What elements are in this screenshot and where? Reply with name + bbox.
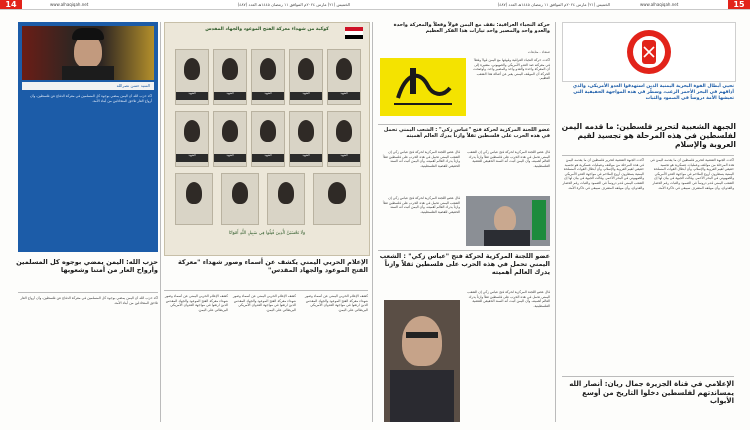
poster-footer: وَلَا تَحْسَبَنَّ الَّذِينَ قُتِلُوا فِي سَبِيلِ اللَّهِ أَمْوَاتًا — [228, 231, 306, 236]
photo-caption: السيد حسن نصرالله — [22, 82, 154, 90]
divider — [378, 250, 550, 251]
iraq-body: أكدت حركة النجباء العراقية وقوفها مع اليمن قولاً وفعلاً في معركته ضد العدو الأمريكي والصهيوني، مشيرة إلى أن المعركة واحدة والعدو واحد والمصير واحد. وأوضحت الحركة أن الموقف اليمني يعبر عن أصالة هذا الشعب العظيم. — [473, 58, 550, 81]
fatah-top-body-3: قال عضو اللجنة المركزية لحركة فتح عباس زكي إن الشعب اليمني تحمل في هذه الحرب على فلسطين ثقلاً وازناً يدرك العالم أهميته، وأن اليمن أثبت أنه السند الحقيقي للقضية الفلسطينية. — [383, 196, 460, 214]
fatah-main-body: قال عضو اللجنة المركزية لحركة فتح عباس زكي إن الشعب اليمني تحمل في هذه الحرب على فلسطين ثقلاً وازناً يدرك العالم أهميته، وأن اليمن أثبت أنه السند الحقيقي للقضية الفلسطينية. — [467, 290, 550, 308]
martyrs-headline: الإعلام الحربي اليمني يكشف عن أسماء وصور شهداء "معركة الفتح الموعود والجهاد المقدس" — [178, 258, 368, 274]
page-number-left: 14 — [0, 0, 22, 9]
hezbollah-box-body: أكد حزب الله أن اليمن يمضي بوجوه كل المسلمين في معركة الدفاع عن فلسطين، وأن أرواح العار تلاحق المتخاذلين من أبناء الأمة. — [30, 94, 152, 103]
martyrs-poster — [164, 22, 370, 256]
hezbollah-headline: حزب الله: اليمن يمضي بوجوه كل المسلمين وأرواح العار من أمتنا وشعوبها — [16, 258, 158, 274]
martyr-name: الشهيد — [214, 154, 246, 162]
column-divider — [555, 22, 556, 422]
poster-title: كوكبة من شهداء معركة الفتح الموعود والجهاد المقدس — [205, 27, 329, 32]
divider — [18, 292, 158, 293]
zaki-photo-small — [466, 196, 550, 246]
pflp-body-col-2: أكدت الجبهة الشعبية لتحرير فلسطين أن ما يقدمه اليمن في هذه المرحلة من مواقف وعمليات عسكرية هو تجسيد حقيقي لقيم العروبة والإسلام، وأن أبطال القوات المسلحة اليمنية يسطرون أروع الملاحم في مواجهة العدو الأمريكي والصهيوني في البحر الأحمر. وقالت الجبهة في بيان لها إن الشعب اليمني قدم دروساً في الصمود والثبات رغم الحصار والعدوان، وأن موقفه المشرف سيبقى في ذاكرة الأمة. — [650, 158, 734, 190]
nujaba-emblem-icon — [380, 58, 466, 116]
column-divider — [160, 22, 161, 422]
martyr-name: الشهيد — [252, 154, 284, 162]
jazeera-headline: الإعلامي في قناة الجزيرة جمال ريان: أنصار الله يمساندتهم لفلسطين دخلوا التاريخ من أوسع الأبواب — [569, 380, 734, 406]
martyr-name: الشهيد — [290, 154, 322, 162]
pflp-logo-icon — [563, 23, 735, 81]
page-header-bar — [0, 0, 750, 10]
pflp-headline: الجبهة الشعبية لتحرير فلسطين: ما قدمه اليمن لفلسطين في هذه المرحلة هو تجسيد لقيم العروبة والإسلام — [561, 122, 736, 149]
martyr-name: الشهيد — [176, 154, 208, 162]
martyrs-body-col-3: كشف الإعلام الحربي اليمني عن أسماء وصور شهداء معركة الفتح الموعود والجهاد المقدس الذين ارتقوا في مواجهة العدوان الأمريكي البريطاني على اليمن. — [164, 294, 228, 312]
martyr-name: الشهيد — [214, 92, 246, 100]
fatah-top-body-2: قال عضو اللجنة المركزية لحركة فتح عباس زكي إن الشعب اليمني تحمل في هذه الحرب على فلسطين ثقلاً وازناً يدرك العالم أهميته، وأن اليمن أثبت أنه السند الحقيقي للقضية الفلسطينية. — [467, 150, 550, 168]
pflp-body-col-1: أكدت الجبهة الشعبية لتحرير فلسطين أن ما يقدمه اليمن في هذه المرحلة من مواقف وعمليات عسكرية هو تجسيد حقيقي لقيم العروبة والإسلام، وأن أبطال القوات المسلحة اليمنية يسطرون أروع الملاحم في مواجهة العدو الأمريكي والصهيوني في البحر الأحمر. وقالت الجبهة في بيان لها إن الشعب اليمني قدم دروساً في الصمود والثبات رغم الحصار والعدوان، وأن موقفه المشرف سيبقى في ذاكرة الأمة. — [562, 158, 644, 190]
nujaba-logo-image — [380, 58, 466, 116]
iraq-byline: صنعاء - متابعات — [527, 50, 550, 54]
martyr-name: الشهيد — [290, 92, 322, 100]
fatah-top-body-1: قال عضو اللجنة المركزية لحركة فتح عباس زكي إن الشعب اليمني تحمل في هذه الحرب على فلسطين ثقلاً وازناً يدرك العالم أهميته، وأن اليمن أثبت أنه السند الحقيقي للقضية الفلسطينية. — [383, 150, 460, 168]
fatah-main-headline: عضو اللجنة المركزية لحركة فتح "عباس زكي" : الشعب اليمني تحمل في هذه الحرب على فلسطين ثقلاً وازناً يدرك العالم أهميته — [379, 252, 550, 276]
fatah-top-headline: عضو اللجنة المركزية لحركة فتح "عباس زكي" : الشعب اليمني تحمل في هذه الحرب على فلسطين ثقلاً وازناً يدرك العالم أهميته — [383, 127, 550, 140]
nasrallah-photo — [22, 26, 154, 80]
divider — [164, 290, 368, 291]
martyr-name: الشهيد — [252, 92, 284, 100]
divider — [562, 376, 734, 377]
page-number-right: 15 — [728, 0, 750, 9]
site-url-right[interactable]: www.alhaqiqah.net — [640, 2, 679, 7]
hezbollah-blue-box — [18, 22, 158, 252]
martyr-name: الشهيد — [176, 92, 208, 100]
pflp-logo-box — [562, 22, 736, 82]
iraq-headline: حركة النجباء العراقية: نقف مع اليمن قولاً وفعلاً والمعركة واحدة والعدو واحد والمصير واحد تيارات هذا الفكر العظيم — [393, 22, 550, 35]
pflp-quote: نحيي أبطال القوة البحرية اليمنية الذين استهدفوا العدو الأمريكي، والذي أذاقهم في البحر الأحمر الرعب، وسطّر في هذه المواجهة الحقيقية التي تعيشها الأمة دروساً في الصمود والثبات — [572, 84, 734, 102]
column-divider — [372, 22, 373, 422]
issue-info-right: الخميس (٢١) مارس ٢٠٢٤م الموافق ١١ رمضان ١٤٤٥هـ العدد (٤٨٧) — [497, 2, 610, 7]
issue-info-left: الخميس (٢١) مارس ٢٠٢٤م الموافق ١١ رمضان ١٤٤٥هـ العدد (٤٨٧) — [237, 2, 350, 7]
zaki-photo-large — [384, 300, 460, 422]
martyr-name: الشهيد — [328, 92, 360, 100]
divider — [378, 124, 550, 125]
martyr-name: الشهيد — [328, 154, 360, 162]
martyrs-body-col-1: كشف الإعلام الحربي اليمني عن أسماء وصور شهداء معركة الفتح الموعود والجهاد المقدس الذين ارتقوا في مواجهة العدوان الأمريكي البريطاني على اليمن. — [304, 294, 368, 312]
yemen-flag-icon — [345, 27, 363, 39]
divider — [562, 155, 734, 156]
martyrs-body-col-2: كشف الإعلام الحربي اليمني عن أسماء وصور شهداء معركة الفتح الموعود والجهاد المقدس الذين ارتقوا في مواجهة العدوان الأمريكي البريطاني على اليمن. — [232, 294, 296, 312]
hezbollah-body: أكد حزب الله أن اليمن يمضي بوجوه كل المسلمين في معركة الدفاع عن فلسطين، وأن أرواح العار تلاحق المتخاذلين من أبناء الأمة. — [20, 296, 158, 305]
site-url-left[interactable]: www.alhaqiqah.net — [50, 2, 89, 7]
